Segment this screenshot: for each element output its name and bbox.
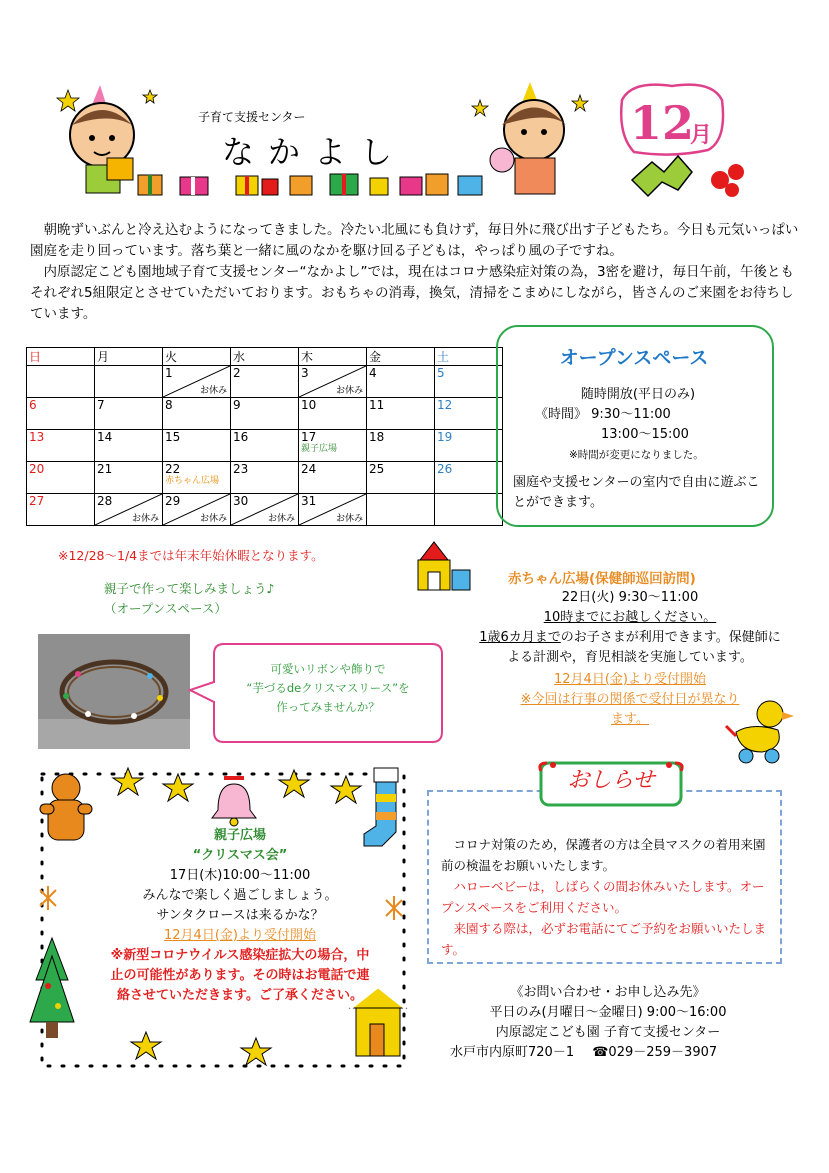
- baby-plaza-line-1: 22日(火) 9:30～11:00: [561, 590, 699, 605]
- calendar-day-cell: [435, 462, 503, 494]
- calendar-event-label: 親子広場: [301, 444, 338, 454]
- calendar-event-label: 赤ちゃん広場: [165, 476, 220, 486]
- christmas-line-1: 17日(木)10:00～11:00: [169, 868, 311, 883]
- calendar-day-number: 2: [233, 366, 241, 380]
- christmas-tree-icon: [30, 938, 74, 1038]
- calendar-day-number: 20: [29, 462, 45, 476]
- calendar-header-sat: 土: [435, 348, 503, 366]
- speech-bubble-text: [225, 660, 431, 717]
- calendar-week-row: [27, 366, 503, 398]
- christmas-line-4: 12月4日(金)より受付開始: [164, 928, 316, 943]
- calendar-day-number: 9: [233, 398, 241, 412]
- christmas-line-3: サンタクロースは来るかな？: [156, 908, 324, 923]
- notice-title: おしらせ: [567, 768, 655, 793]
- open-space-details: [513, 385, 763, 513]
- speech-bubble-line-1: 可愛いリボンや飾りで: [270, 662, 386, 676]
- speech-bubble-line-3: 作ってみませんか？: [276, 700, 380, 714]
- blocks-icon: [414, 538, 472, 593]
- baby-plaza-line-4: 12月4日(金)より受付開始: [554, 672, 706, 687]
- notice-line-2: ハローベビーは，しばらくの間お休みいたします。オープンスペースをご利用ください。: [441, 879, 765, 915]
- calendar-day-cell: [27, 366, 95, 398]
- christmas-event: [90, 826, 390, 1006]
- calendar-day-number: 30: [233, 494, 249, 508]
- closed-day-label: お休み: [335, 386, 363, 396]
- contact-phone[interactable]: ☎029－259－3907: [592, 1045, 718, 1060]
- holiday-note: ※12/28～1/4までは年末年始休暇となります。: [58, 548, 324, 563]
- closed-day-label: お休み: [199, 514, 227, 524]
- newsletter-title: なかよし: [222, 133, 407, 171]
- calendar-day-number: 7: [97, 398, 105, 412]
- calendar-day-cell: [95, 366, 163, 398]
- calendar-day-cell: [163, 494, 231, 526]
- calendar-day-cell: [27, 494, 95, 526]
- calendar-day-cell: [163, 398, 231, 430]
- calendar-header-wed: 水: [231, 348, 299, 366]
- notice-text: [441, 834, 771, 960]
- calendar-day-cell: [299, 366, 367, 398]
- calendar-day-number: 4: [369, 366, 377, 380]
- open-space-line-2: 《時間》 9:30～11:00: [535, 407, 671, 422]
- calendar-day-cell: [231, 430, 299, 462]
- calendar-day-cell: [435, 494, 503, 526]
- calendar-week-row: [27, 462, 503, 494]
- calendar-day-number: 22: [165, 462, 181, 476]
- calendar-day-cell: [27, 462, 95, 494]
- calendar-day-number: 13: [29, 430, 45, 444]
- calendar-header-thu: 木: [299, 348, 367, 366]
- calendar-header-tue: 火: [163, 348, 231, 366]
- calendar-day-number: 26: [437, 462, 453, 476]
- calendar-day-cell: [299, 430, 367, 462]
- contact-info: [448, 983, 768, 1063]
- calendar-day-cell: [367, 494, 435, 526]
- calendar-day-cell: [95, 462, 163, 494]
- contact-address: 水戸市内原町720－1: [450, 1045, 575, 1060]
- calendar-table: [26, 347, 503, 526]
- calendar-day-cell: [27, 398, 95, 430]
- calendar-day-number: 24: [301, 462, 317, 476]
- calendar-day-number: 1: [165, 366, 173, 380]
- calendar-header-sun: 日: [27, 348, 95, 366]
- closed-day-label: お休み: [267, 514, 295, 524]
- calendar-week-row: [27, 430, 503, 462]
- calendar-day-cell: [299, 398, 367, 430]
- intro-paragraph-2: 内原認定こども園地域子育て支援センター“なかよし”では，現在はコロナ感染症対策の為，3密を避け，毎日午前，午後ともそれぞれ5組限定とさせていただいております。おもちゃの消毒，換気，清掃をこまめにしながら，皆さんのご来園をお待ちしています。: [30, 264, 794, 322]
- calendar-day-number: 10: [301, 398, 317, 412]
- contact-hours: 平日のみ(月曜日～金曜日) 9:00～16:00: [489, 1005, 727, 1020]
- contact-name: 内原認定こども園 子育て支援センター: [495, 1025, 721, 1040]
- calendar-day-number: 14: [97, 430, 113, 444]
- notice-line-3: 来園する際は，必ずお電話にてご予約をお願いいたします。: [441, 921, 767, 957]
- calendar-day-cell: [163, 430, 231, 462]
- bell-icon: [212, 778, 256, 826]
- open-space-title: オープンスペース: [559, 347, 709, 369]
- contact-address-line: [448, 1043, 768, 1063]
- christmas-line-2: みんなで楽しく過ごしましょう。: [142, 888, 338, 903]
- calendar-day-cell: [367, 398, 435, 430]
- craft-intro-line-2: （オープンスペース）: [104, 601, 227, 616]
- calendar-day-cell: [231, 494, 299, 526]
- intro-paragraph-1: 朝晩ずいぶんと冷え込むようになってきました。冷たい北風にも負けず，毎日外に飛び出す子どもたち。今日も元気いっぱい園庭を走り回っています。落ち葉と一緒に風のなかを駆け回る子どもは，やっぱり風の子ですね。: [30, 222, 799, 259]
- calendar-day-number: 5: [437, 366, 445, 380]
- closed-day-label: お休み: [131, 514, 159, 524]
- christmas-title-1: 親子広場: [213, 828, 266, 843]
- calendar-day-cell: [435, 366, 503, 398]
- closed-day-label: お休み: [199, 386, 227, 396]
- calendar-day-number: 15: [165, 430, 181, 444]
- calendar-day-number: 11: [369, 398, 385, 412]
- calendar-day-number: 31: [301, 494, 317, 508]
- girl-illustration: [490, 82, 566, 194]
- calendar-header-fri: 金: [367, 348, 435, 366]
- calendar-day-cell: [231, 366, 299, 398]
- craft-intro: [104, 579, 274, 619]
- craft-intro-line-1: 親子で作って楽しみましょう♪: [104, 581, 275, 596]
- baby-plaza-line-5: ※今回は行事の関係で受付日が異なります。: [520, 692, 740, 727]
- contact-title: 《お問い合わせ・お申し込み先》: [510, 985, 706, 1000]
- calendar-day-number: 23: [233, 462, 249, 476]
- calendar-day-number: 29: [165, 494, 181, 508]
- baby-plaza-line-3: [475, 628, 785, 668]
- calendar-day-number: 19: [437, 430, 453, 444]
- calendar-day-cell: [95, 494, 163, 526]
- open-space-line-5: 園庭や支援センターの室内で自由に遊ぶことができます。: [513, 475, 760, 510]
- calendar-day-cell: [299, 494, 367, 526]
- calendar-day-cell: [163, 366, 231, 398]
- wreath-photo: [38, 634, 190, 749]
- calendar-day-number: 17: [301, 430, 317, 444]
- boy-illustration: [70, 85, 134, 193]
- calendar-day-number: 12: [437, 398, 453, 412]
- open-space-line-1: 随時開放(平日のみ): [580, 387, 696, 402]
- month-number: 12: [630, 96, 695, 150]
- baby-plaza-line-3-rest: のお子さまが利用できます。保健師による計測や，育児相談を実施しています。: [507, 630, 781, 665]
- open-space-line-3: 13:00～15:00: [601, 427, 689, 442]
- christmas-title-2: “クリスマス会”: [192, 848, 288, 863]
- calendar-day-number: 6: [29, 398, 37, 412]
- calendar-day-cell: [435, 430, 503, 462]
- center-subtitle: 子育て支援センター: [198, 110, 306, 124]
- calendar-day-number: 25: [369, 462, 385, 476]
- calendar-day-cell: [435, 398, 503, 430]
- calendar-day-cell: [367, 366, 435, 398]
- christmas-line-5: ※新型コロナウイルス感染症拡大の場合，中止の可能性があります。その時はお電話で連絡させていただきます。ご了承ください。: [110, 948, 370, 1003]
- calendar-day-number: 18: [369, 430, 385, 444]
- calendar-header-mon: 月: [95, 348, 163, 366]
- calendar-day-number: 3: [301, 366, 309, 380]
- gift-row: [138, 174, 482, 195]
- calendar-day-cell: [231, 462, 299, 494]
- calendar-day-cell: [231, 398, 299, 430]
- duck-toy-icon: [722, 696, 796, 766]
- calendar-header-row: [27, 348, 503, 366]
- intro-text: [30, 220, 802, 325]
- open-space-line-4: ※時間が変更になりました。: [569, 449, 704, 461]
- calendar-day-number: 21: [97, 462, 113, 476]
- calendar-day-number: 28: [97, 494, 113, 508]
- notice-line-1: コロナ対策のため，保護者の方は全員マスクの着用来園前の検温をお願いいたします。: [441, 837, 766, 873]
- calendar-day-cell: [299, 462, 367, 494]
- calendar-week-row: [27, 494, 503, 526]
- month-label: 月: [690, 123, 713, 148]
- speech-bubble-line-2: “芋づるdeクリスマスリース”を: [246, 681, 410, 695]
- baby-plaza-line-2: 10時までにお越しください。: [543, 610, 717, 625]
- calendar-day-number: 27: [29, 494, 45, 508]
- calendar-day-cell: [163, 462, 231, 494]
- calendar-day-cell: [367, 430, 435, 462]
- gingerbread-icon: [40, 774, 92, 840]
- calendar-day-cell: [27, 430, 95, 462]
- baby-plaza-age: 1歳6カ月まで: [479, 630, 561, 645]
- calendar-day-number: 8: [165, 398, 173, 412]
- closed-day-label: お休み: [335, 514, 363, 524]
- calendar-day-number: 16: [233, 430, 249, 444]
- calendar-week-row: [27, 398, 503, 430]
- calendar-day-cell: [367, 462, 435, 494]
- calendar-day-cell: [95, 430, 163, 462]
- baby-plaza-title: 赤ちゃん広場(保健師巡回訪問): [508, 571, 696, 587]
- calendar-day-cell: [95, 398, 163, 430]
